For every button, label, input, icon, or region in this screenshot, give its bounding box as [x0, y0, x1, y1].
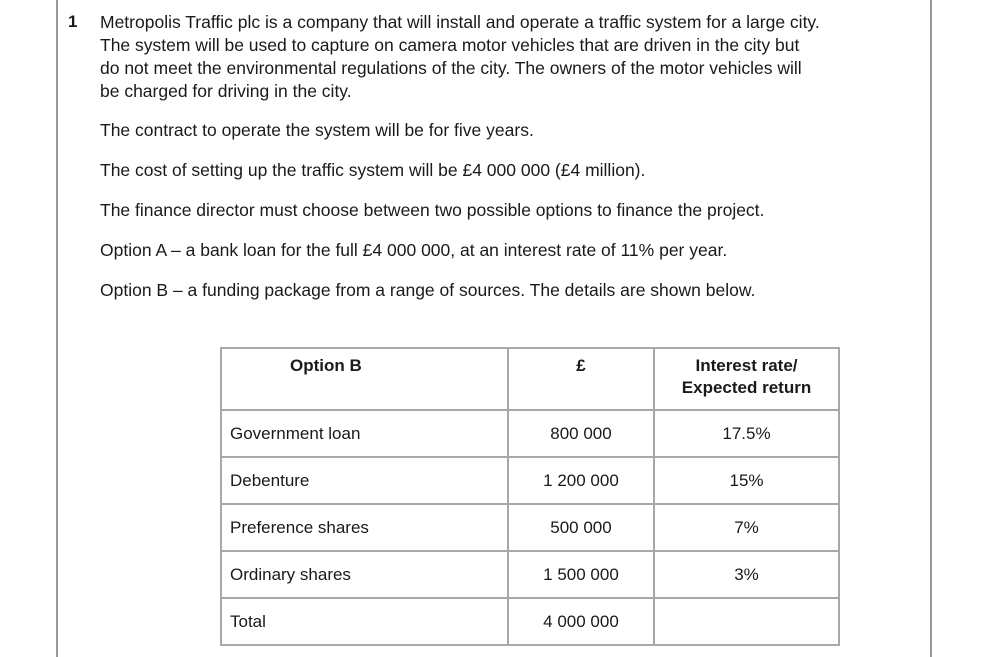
- row-label: Debenture: [221, 457, 508, 504]
- paragraph-cost: The cost of setting up the traffic system will be £4 000 000 (£4 million).: [100, 160, 646, 180]
- table-header-row: [221, 348, 839, 410]
- row-label: Preference shares: [221, 504, 508, 551]
- table-row-total: [221, 598, 839, 645]
- paragraph-contract: The contract to operate the system will be for five years.: [100, 120, 534, 140]
- row-amount: 1 200 000: [508, 457, 654, 504]
- table-row: [221, 410, 839, 457]
- row-amount: 1 500 000: [508, 551, 654, 598]
- row-rate: [654, 598, 839, 645]
- row-rate: 15%: [654, 457, 839, 504]
- paragraph-option-b: Option B – a funding package from a range of sources. The details are shown below.: [100, 280, 756, 300]
- row-rate: 17.5%: [654, 410, 839, 457]
- table-row: [221, 551, 839, 598]
- header-amount: £: [508, 348, 654, 410]
- paragraph-option-a: Option A – a bank loan for the full £4 000 000, at an interest rate of 11% per year.: [100, 240, 728, 260]
- row-amount: 4 000 000: [508, 598, 654, 645]
- page-border-right: [930, 0, 932, 657]
- header-rate-line1: Interest rate/: [695, 356, 798, 375]
- row-rate: 3%: [654, 551, 839, 598]
- page-border-left: [56, 0, 58, 657]
- row-label: Government loan: [221, 410, 508, 457]
- row-amount: 500 000: [508, 504, 654, 551]
- header-rate-line2: Expected return: [681, 378, 812, 397]
- paragraph-intro: Metropolis Traffic plc is a company that will install and operate a traffic system for a large city. The system will be used to capture on camera motor vehicles that are driven in the city but do not meet the environmental regulations of the city. The owners of the motor vehicles will be charged for driving in the city.: [100, 12, 820, 101]
- question-number: 1: [68, 12, 78, 31]
- option-b-table: [220, 347, 840, 646]
- table-row: [221, 504, 839, 551]
- header-option-b: Option B: [221, 348, 508, 410]
- question-body: [100, 11, 820, 319]
- paragraph-finance-director: The finance director must choose between two possible options to finance the project.: [100, 200, 765, 220]
- row-amount: 800 000: [508, 410, 654, 457]
- row-label: Total: [221, 598, 508, 645]
- row-rate: 7%: [654, 504, 839, 551]
- row-label: Ordinary shares: [221, 551, 508, 598]
- table-row: [221, 457, 839, 504]
- header-rate: [654, 348, 839, 410]
